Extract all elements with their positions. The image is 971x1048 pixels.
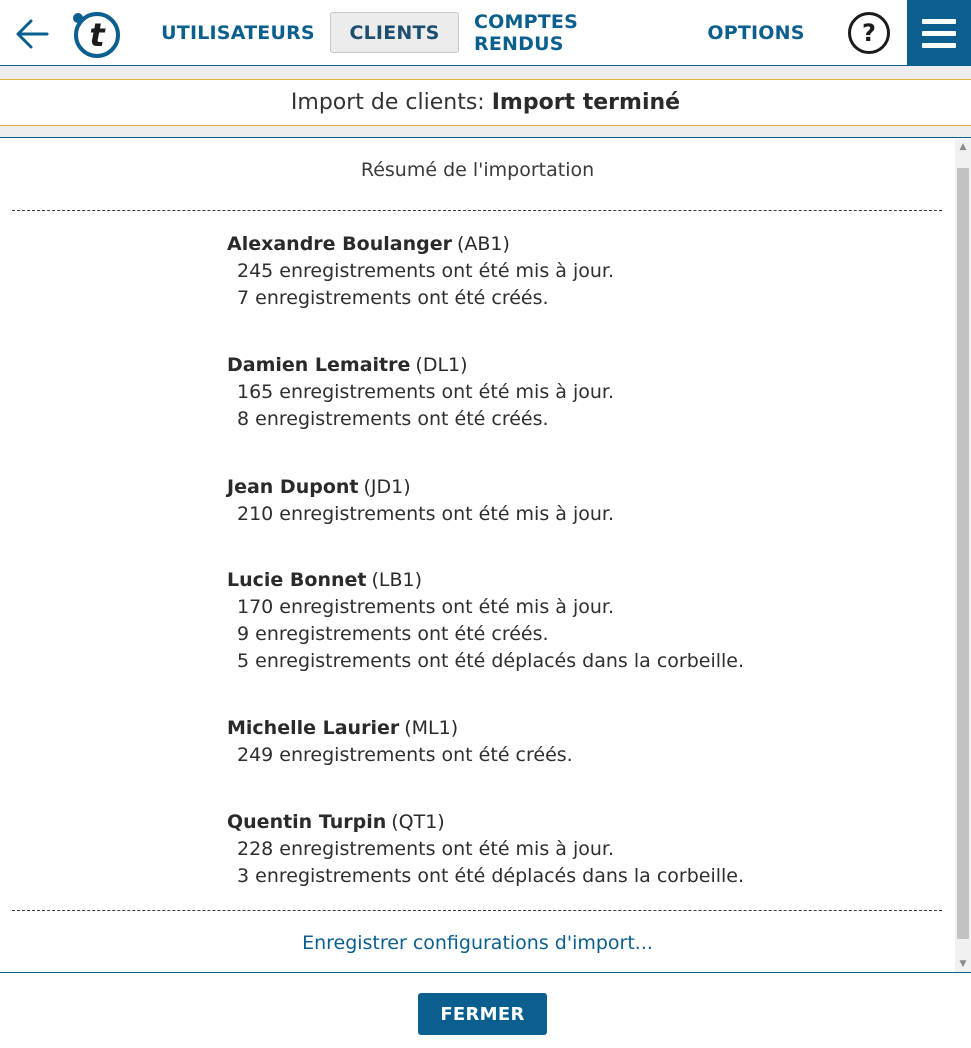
- hamburger-menu-icon-bar: [922, 31, 956, 36]
- nav-tab-options[interactable]: OPTIONS: [707, 21, 805, 44]
- page-title: [0, 79, 971, 126]
- app-logo[interactable]: [70, 9, 122, 59]
- help-button[interactable]: [848, 12, 890, 54]
- user-summary-entry: [227, 231, 927, 312]
- hamburger-menu-icon-bar: [922, 43, 956, 48]
- user-summary-entry: [227, 474, 927, 528]
- user-name: Alexandre Boulanger: [227, 233, 452, 255]
- user-summary-entry: [227, 715, 927, 769]
- title-spacer-top: [0, 66, 971, 79]
- nav-tab-utilisateurs[interactable]: UTILISATEURS: [161, 21, 315, 44]
- help-icon: ?: [862, 19, 876, 47]
- user-code: (QT1): [391, 811, 445, 833]
- footer-bar: [0, 972, 971, 1048]
- nav-tab-comptes-rendus[interactable]: COMPTES RENDUS: [474, 10, 578, 55]
- summary-heading: Résumé de l'importation: [360, 159, 595, 181]
- summary-line: 170 enregistrements ont été mis à jour.: [237, 596, 615, 618]
- user-summary-entry: [227, 567, 927, 675]
- top-navigation-bar: [0, 0, 971, 66]
- close-button[interactable]: FERMER: [418, 993, 547, 1035]
- user-name: Michelle Laurier: [227, 717, 400, 739]
- summary-line: 8 enregistrements ont été créés.: [237, 408, 549, 430]
- arrow-left-icon: [14, 18, 50, 50]
- entry-header: [227, 352, 927, 379]
- main-menu-button[interactable]: [907, 0, 971, 66]
- summary-line: 228 enregistrements ont été mis à jour.: [237, 838, 615, 860]
- summary-line: 5 enregistrements ont été déplacés dans la corbeille.: [237, 650, 745, 672]
- entry-header: [227, 715, 927, 742]
- entry-header: [227, 809, 927, 836]
- title-spacer-bottom: [0, 126, 971, 138]
- summary-line: 165 enregistrements ont été mis à jour.: [237, 381, 615, 403]
- summary-line: 210 enregistrements ont été mis à jour.: [237, 503, 615, 525]
- import-summary-panel: [0, 139, 955, 972]
- back-button[interactable]: [10, 12, 54, 56]
- user-code: (JD1): [363, 476, 411, 498]
- user-code: (DL1): [415, 354, 468, 376]
- user-summary-entry: [227, 352, 927, 433]
- user-code: (AB1): [456, 233, 510, 255]
- entry-header: [227, 474, 927, 501]
- summary-line: 3 enregistrements ont été déplacés dans la corbeille.: [237, 865, 745, 887]
- scroll-up-icon[interactable]: ▲: [959, 142, 967, 152]
- summary-line: 245 enregistrements ont été mis à jour.: [237, 260, 615, 282]
- import-status: Import terminé: [491, 90, 681, 115]
- user-name: Damien Lemaitre: [227, 354, 411, 376]
- user-summary-entry: [227, 809, 927, 890]
- scrollbar-thumb[interactable]: [957, 168, 969, 939]
- divider: [12, 910, 942, 911]
- user-code: (LB1): [371, 569, 423, 591]
- entry-header: [227, 567, 927, 594]
- divider: [12, 210, 942, 211]
- entry-header: [227, 231, 927, 258]
- summary-line: 249 enregistrements ont été créés.: [237, 744, 573, 766]
- vertical-scrollbar[interactable]: [955, 139, 971, 972]
- summary-line: 7 enregistrements ont été créés.: [237, 287, 549, 309]
- save-import-config-link[interactable]: Enregistrer configurations d'import...: [302, 932, 653, 954]
- user-code: (ML1): [404, 717, 459, 739]
- page-title-prefix: Import de clients:: [290, 90, 485, 115]
- user-name: Quentin Turpin: [227, 811, 387, 833]
- hamburger-menu-icon: [922, 19, 956, 24]
- summary-line: 9 enregistrements ont été créés.: [237, 623, 549, 645]
- user-name: Jean Dupont: [227, 476, 359, 498]
- t-logo-icon: [70, 9, 122, 59]
- svg-text:t: t: [89, 16, 105, 54]
- nav-tab-clients[interactable]: CLIENTS: [330, 12, 459, 53]
- user-name: Lucie Bonnet: [227, 569, 367, 591]
- scroll-down-icon[interactable]: ▼: [959, 959, 967, 969]
